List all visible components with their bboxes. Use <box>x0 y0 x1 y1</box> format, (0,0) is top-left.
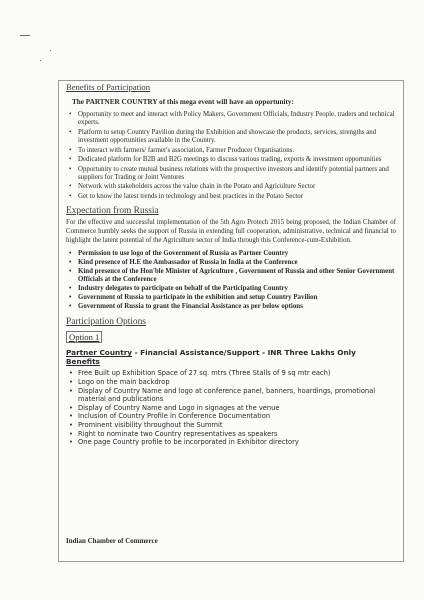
partner-country-line <box>66 348 396 366</box>
list-item: • Platform to setup Country Pavilion during the Exhibition and showcase the products, services, strengths and investment opportunities available in the Country. <box>66 129 396 146</box>
list-item: • Prominent visibility throughout the Summit <box>66 421 396 429</box>
benefits-list <box>66 111 396 201</box>
partner-support-text: - Financial Assistance/Support - INR Three Lakhs Only <box>132 348 356 358</box>
list-item: • Opportunity to create mutual business relations with the prospective investors and identify potential partners and suppliers for Trading or Joint Ventures <box>66 166 396 183</box>
list-item: • Display of Country Name and Logo in signages at the venue <box>66 404 396 412</box>
list-item: • Dedicated platform for B2B and B2G meetings to discuss various trading, exports & investment opportunities <box>66 156 396 164</box>
benefits-label: Benefits <box>66 357 100 367</box>
expectation-list <box>66 250 396 311</box>
option-benefits-list <box>66 369 396 446</box>
expectation-heading: Expectation from Russia <box>66 206 159 217</box>
list-item: • To interact with farmers/ farmer's association, Farmer Producer Organisations. <box>66 147 396 155</box>
list-item: • Logo on the main backdrop <box>66 378 396 386</box>
list-item: • Kind presence of the Hon'ble Minister of Agriculture , Government of Russia and other Senior Government Officials at the Conference <box>66 268 396 285</box>
list-item: • Inclusion of Country Profile in Conference Documentation <box>66 412 396 420</box>
scan-dot <box>50 50 51 51</box>
list-item: • Free Built up Exhibition Space of 27 sq. mtrs (Three Stalls of 9 sq mtr each) <box>66 369 396 377</box>
list-item: • Industry delegates to participate on behalf of the Participating Country <box>66 285 396 293</box>
list-item: • Opportunity to meet and interact with Policy Makers, Government Officials, Industry People, traders and technical experts. <box>66 111 396 128</box>
option-label: Option 1 <box>66 331 102 343</box>
list-item: • Government of Russia to grant the Financial Assistance as per below options <box>66 303 396 311</box>
list-item: • Permission to use logo of the Government of Russia as Partner Country <box>66 250 396 258</box>
expectation-paragraph: For the effective and successful implementation of the 5th Agro Protech 2015 being proposed, the Indian Chamber of Commerce humbly seeks the support of Russia in extending full cooperation, administrative, technical and financial to highlight the latent potential of the Agriculture sector of India through this Conference-cum-Exhibition. <box>66 219 396 244</box>
scan-dot <box>40 60 41 61</box>
participation-heading: Participation Options <box>66 317 146 328</box>
partner-country-label: Partner Country <box>66 348 133 358</box>
list-item: • Right to nominate two Country representatives as speakers <box>66 430 396 438</box>
footer-organization: Indian Chamber of Commerce <box>66 537 158 545</box>
benefits-heading: Benefits of Participation <box>66 82 151 92</box>
list-item: • Government of Russia to participate in the exhibition and setup Country Pavilion <box>66 294 396 302</box>
list-item: • Kind presence of H.E the Ambassador of Russia in India at the Conference <box>66 259 396 267</box>
benefits-lead: The PARTNER COUNTRY of this mega event will have an opportunity: <box>72 98 294 106</box>
scan-mark <box>20 35 30 36</box>
list-item: • Network with stakeholders across the value chain in the Potato and Agriculture Sector <box>66 183 396 191</box>
document-body <box>66 82 396 447</box>
list-item: • One page Country profile to be incorporated in Exhibitor directory <box>66 438 396 446</box>
list-item: • Display of Country Name and logo at conference panel, banners, hoardings, promotional material and publications <box>66 387 396 403</box>
list-item: • Get to know the latest trends in technology and best practices in the Potato Sector <box>66 193 396 201</box>
